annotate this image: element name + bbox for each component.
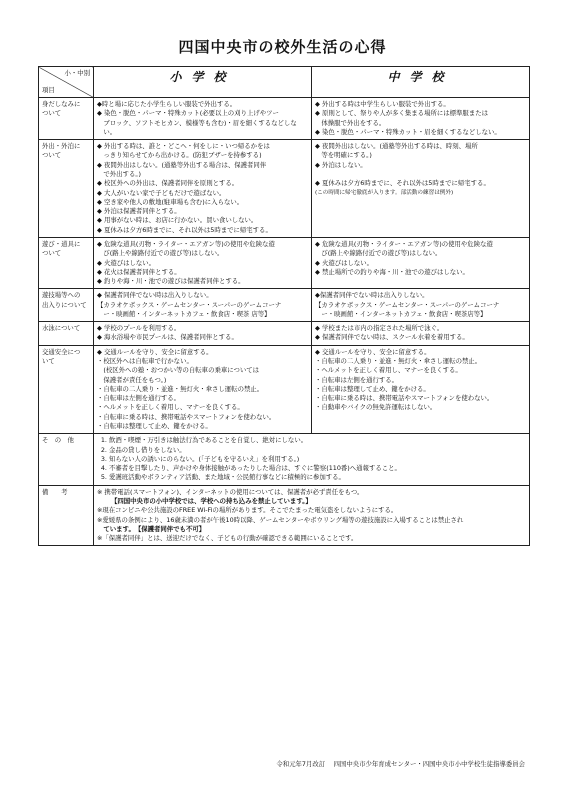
rule-line: ◆ 禁止場所での釣りや海・川・池での遊びはしない。 [315, 267, 469, 276]
rule-line: ー・映画館・インターネットカフェ・飲食店・喫茶店等】 [315, 309, 487, 318]
rule-line: ◆ 交通ルールを守り、安全に留意する。 [315, 347, 431, 356]
junior-rules-cell [312, 140, 530, 238]
rule-line: ◆時と場に応じた小学生らしい服装で外出する。 [97, 100, 237, 108]
rule-line: ・ヘルメットを正しく着用し、マナーを良くする。 [97, 403, 244, 412]
other-item: 4. 不審者を目撃したり、声かけや身体接触があったりした場合は、すぐに警察(110番)へ通報すること。 [109, 464, 526, 473]
rule-line: ・自転車は整理して止め、鍵をかける。 [315, 384, 430, 393]
rule-line: び(路上や線路付近での遊び等)はしない。 [97, 249, 224, 258]
rule-line: ◆ 外泊は保護者同伴とする。 [97, 207, 181, 216]
rule-line: ◆ 空き家や他人の敷地(駐車場も含む)に入らない。 [97, 197, 244, 206]
row-label: 水泳について [39, 322, 94, 346]
junior-rules-cell [312, 237, 530, 288]
rule-line: ・自転車に乗る時は、携帯電話やスマートフォンを使わない。 [97, 412, 276, 421]
rule-line: で外出する。) [97, 169, 142, 178]
remark-line: ※ 携帯電話(スマートフォン)、インターネットの使用については、保護者が必ず責任をもつ。 [97, 487, 364, 496]
table-header-row [39, 67, 530, 98]
rule-line: 【カラオケボックス・ゲームセンター・スーパーのゲームコーナ [315, 300, 500, 309]
rule-line: ・自転車は左側を通行する。 [97, 394, 181, 403]
rule-line: 【カラオケボックス・ゲームセンター・スーパーのゲームコーナ [97, 300, 282, 309]
remarks-cell [94, 485, 530, 546]
rule-line: ブロック、ソフトモヒカン、模様等も含む)・眉を細くするなどしな [97, 118, 297, 127]
remark-line: ※「保護者同伴」とは、送迎だけでなく、子どもの行動が確認できる範囲にいることです。 [97, 534, 358, 543]
table-row [39, 98, 530, 140]
rule-line: ・自転車の二人乗り・並進・無灯火・傘さし運転の禁止。 [315, 357, 482, 366]
page-title: 四国中央市の校外生活の心得 [178, 38, 387, 56]
row-label: 遊技場等への 出入りについて [39, 289, 94, 322]
rule-line: ◆ 染色・脱色・パーマ・特殊カット(必要以上の刈り上げやツー [97, 109, 279, 118]
row-label: 遊び・道具に ついて [39, 237, 94, 288]
elementary-rules-cell [94, 322, 312, 346]
junior-rules-cell [312, 98, 530, 140]
rule-line: ・自転車は整理して止め、鍵をかける。 [97, 422, 212, 430]
remark-line: ※現在コンビニや公共施設のFREE Wi-Fiの場所があります。そこでたまった電気盗をしないようにする。 [97, 506, 398, 515]
other-item: 3. 知らない人の誘いにのらない。(「子どもを守るいえ」を利用する。) [109, 455, 526, 464]
rule-line: っきり知らせてから出かける。(防犯ブザーを持参する) [97, 151, 262, 160]
remark-line: 【四国中央市の小中学校では、学校への持ち込みを禁止しています。】 [111, 496, 312, 505]
rule-line: 等を明確にする。) [315, 151, 372, 160]
rule-line: ・自動車やバイクの無免許運転はしない。 [315, 403, 437, 412]
rule-line: ◆ 用事がない時は、お店に行かない。買い食いしない。 [97, 216, 258, 225]
elementary-rules-cell [94, 98, 312, 140]
rule-line: ◆ 夏休みは夕方6時までに、それ以外は5時までに帰宅する。 [97, 225, 272, 234]
rule-line: 体操服で外出をする。 [315, 118, 386, 127]
rule-line: ・ヘルメットを正しく着用し、マナーを良くする。 [315, 366, 462, 375]
elementary-rules-cell [94, 289, 312, 322]
elementary-rules-cell [94, 140, 312, 238]
rule-line: ◆保護者同伴でない時は出入りしない。 [315, 291, 429, 300]
junior-rules-cell [312, 345, 530, 434]
rule-line: ◆ 海水浴場や市民プールは、保護者同伴とする。 [97, 333, 238, 342]
corner-bottom-label: 項目 [42, 85, 55, 94]
other-row [39, 434, 530, 485]
rule-line: ◆ 夜間外出はしない。(通塾等外出する場合は、保護者同伴 [97, 160, 267, 169]
rule-line: ◆ 外出する時は、誰と・どこへ・何をしに・いつ帰るかをは [97, 142, 270, 151]
remarks-row [39, 485, 530, 546]
rule-line: ◆ 保護者同伴でない時は、スクール水着を着用する。 [315, 333, 469, 342]
rule-line: い。 [97, 127, 117, 136]
rule-line: ◆ 釣りや海・川・池での遊びは保護者同伴とする。 [97, 277, 245, 286]
table-row [39, 289, 530, 322]
junior-rules-cell [312, 289, 530, 322]
rule-line: ◆ 外出する時は中学生らしい服装で外出する。 [315, 100, 450, 108]
rule-line: ◆ 外泊はしない。 [315, 160, 367, 169]
rule-line: ◆ 花火は保護者同伴とする。 [97, 267, 181, 276]
junior-column-header: 中学校 [312, 67, 530, 98]
other-item: 2. 金品の貸し借りをしない。 [109, 446, 526, 455]
rule-line: ◆ 原則として、祭りや人が多く集まる場所には標準服または [315, 109, 488, 118]
rule-line: (この時間に帰宅徹底が入ります。部活動の練習は例外) [315, 189, 454, 196]
rule-line: ◆ 夏休みは夕方6時までに、それ以外は5時までに帰宅する。 [315, 179, 490, 188]
rule-line: ◆ 保護者同伴でない時は出入りしない。 [97, 291, 213, 300]
other-list [97, 436, 526, 482]
rule-line: ・自転車に乗る時は、携帯電話やスマートフォンを使わない。 [315, 394, 494, 403]
remark-line: ※愛媛県の条例により、16歳未満の者が午後10時以降、ゲームセンターやボウリング場等の遊技施設に入場することは禁止され [97, 515, 464, 524]
rule-line: ◆ 大人がいない家で子どもだけで遊ばない。 [97, 188, 226, 197]
rule-line: ◆ 染色・脱色・パーマ・特殊カット・眉を細くするなどしない。 [315, 127, 501, 136]
rule-line: ◆ 危険な道具(刃物・ライター・エアガン等)の使用や危険な遊 [97, 239, 275, 248]
rules-body [39, 98, 530, 434]
elementary-rules-cell [94, 237, 312, 288]
other-label: そ の 他 [39, 434, 94, 485]
rules-table [38, 66, 530, 546]
corner-top-label: 小・中別 [64, 69, 90, 77]
other-item: 1. 飲酒・喫煙・万引きは触法行為であることを自覚し、絶対にしない。 [109, 436, 526, 445]
table-row [39, 140, 530, 238]
rule-line: ◆ 夜間外出はしない。(通塾等外出する時は、時刻、場所 [315, 142, 478, 151]
other-item: 5. 愛護班活動やボランティア活動、また地域・公民館行事などに積極的に参加する。 [109, 473, 526, 482]
rule-line: ◆ 学校のプールを利用する。 [97, 324, 181, 333]
rule-line: (校区外への塾・おつかい等の自転車の乗車については [97, 366, 260, 375]
rule-line: ◆ 火遊びはしない。 [315, 258, 374, 267]
remark-line: ています。 【保護者同伴でも不可】 [97, 524, 206, 533]
row-label: 外出・外泊に ついて [39, 140, 94, 238]
rule-line: ◆ 校区外への外出は、保護者同伴を原則とする。 [97, 179, 239, 188]
rule-line: び(路上や線路付近での遊び等)はしない。 [315, 249, 442, 258]
elementary-column-header: 小学校 [94, 67, 312, 98]
rule-line: ◆ 学校または市内の指定された場所で泳ぐ。 [315, 324, 444, 333]
rule-line: ・自転車は左側を通行する。 [315, 375, 399, 384]
rule-line: ・自転車の二人乗り・並進・無灯火・傘さし運転の禁止。 [97, 384, 264, 393]
table-row [39, 322, 530, 346]
footer-credit: 令和元年7月改訂 四国中央市少年育成センター・四国中央市小中学校生徒指導委員会 [276, 760, 525, 768]
table-row [39, 237, 530, 288]
rule-line: ・校区外へは自転車で行かない。 [97, 357, 193, 366]
remarks-label: 備 考 [39, 485, 94, 546]
rule-line: ◆ 危険な道具(刃物・ライター・エアガン等)の使用や危険な遊 [315, 239, 493, 248]
table-row [39, 345, 530, 434]
rule-line: ◆ 火遊びはしない。 [97, 258, 156, 267]
row-label: 交通安全につ いて [39, 345, 94, 434]
corner-header [39, 67, 94, 98]
other-items-cell [94, 434, 530, 485]
rule-line: ◆ 交通ルールを守り、安全に留意する。 [97, 347, 213, 356]
junior-rules-cell [312, 322, 530, 346]
elementary-rules-cell [94, 345, 312, 434]
rule-line: 保護者が責任をもつ。) [97, 375, 167, 384]
rule-line [315, 170, 526, 179]
row-label: 身だしなみに ついて [39, 98, 94, 140]
rule-line: ー・映画館・インターネットカフェ・飲食店・喫茶 店等】 [97, 309, 271, 318]
